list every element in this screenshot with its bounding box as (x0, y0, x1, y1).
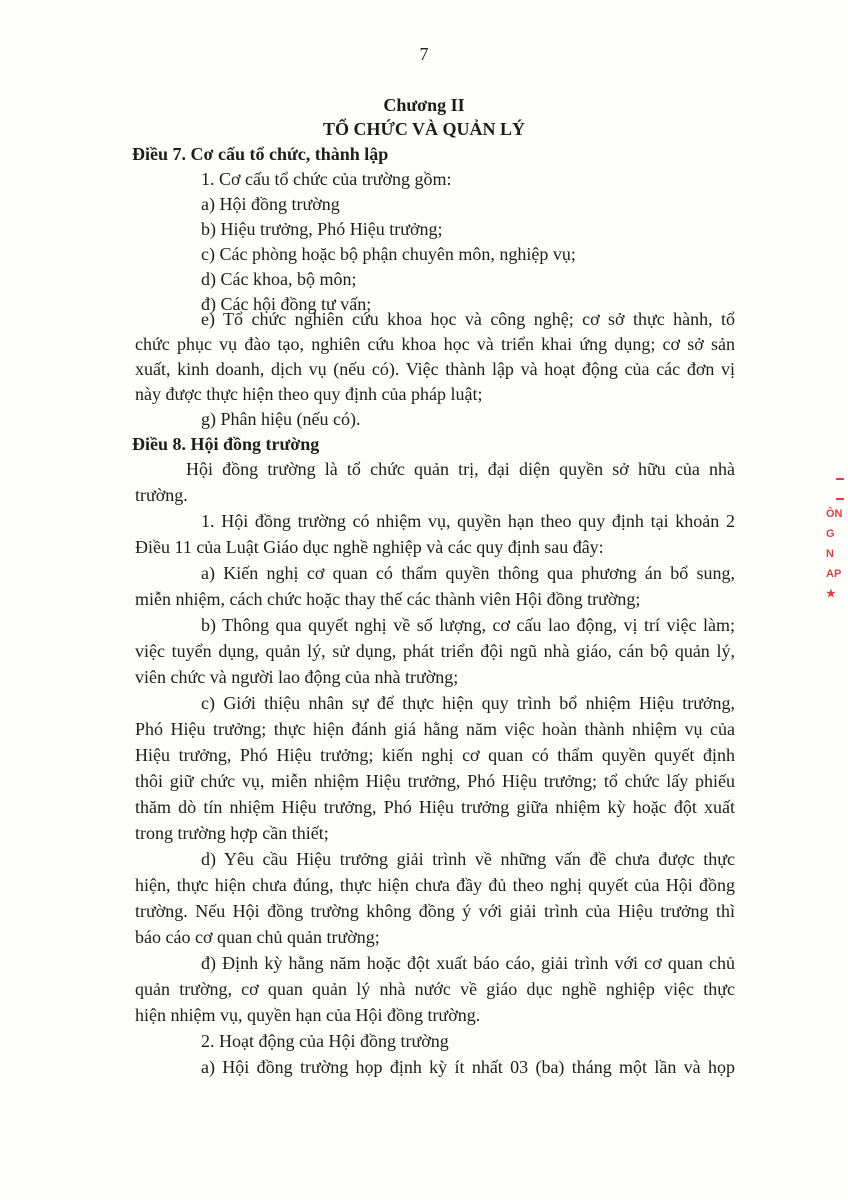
article-8-line: thôi giữ chức vụ, miễn nhiệm Hiệu trưởng, Phó Hiệu trưởng; tổ chức lấy phiếu (135, 771, 735, 791)
article-8-heading: Điều 8. Hội đồng trường (132, 434, 320, 454)
chapter-label: Chương II (383, 95, 465, 115)
article-8-line: hiện, thực hiện chưa đúng, thực hiện chưa đầy đủ theo nghị quyết của Hội đồng (135, 875, 735, 895)
article-7-line: e) Tổ chức nghiên cứu khoa học và công nghệ; cơ sở thực hành, tổ (201, 309, 735, 329)
article-8-line: việc tuyển dụng, quản lý, sử dụng, phát triển đội ngũ nhà giáo, cán bộ quản lý, (135, 641, 735, 661)
article-7-line: a) Hội đồng trường (201, 194, 340, 214)
article-8-line: đ) Định kỳ hằng năm hoặc đột xuất báo cáo, giải trình với cơ quan chủ (201, 953, 735, 973)
article-8-line: Phó Hiệu trưởng; thực hiện đánh giá hằng năm việc hoàn thành nhiệm vụ của (135, 719, 735, 739)
stamp-text: G (826, 528, 835, 540)
article-8-line: trong trường hợp cần thiết; (135, 823, 329, 843)
article-7-line: này được thực hiện theo quy định của pháp luật; (135, 384, 483, 404)
stamp-text: AP (826, 568, 842, 580)
article-8-line: quản trường, cơ quan quản lý nhà nước về giáo dục nghề nghiệp việc thực (135, 979, 735, 999)
article-8-line: Hội đồng trường là tổ chức quản trị, đại diện quyền sở hữu của nhà (186, 459, 735, 479)
article-7-line: d) Các khoa, bộ môn; (201, 269, 357, 289)
article-8-line: d) Yêu cầu Hiệu trưởng giải trình về những vấn đề chưa được thực (201, 849, 735, 869)
article-8-line: b) Thông qua quyết nghị về số lượng, cơ cấu lao động, vị trí việc làm; (201, 615, 735, 635)
article-7-line: đ) Các hội đồng tư vấn; (201, 294, 372, 314)
article-7-line: c) Các phòng hoặc bộ phận chuyên môn, nghiệp vụ; (201, 244, 576, 264)
article-8-line: trường. (135, 485, 188, 505)
article-8-line: a) Kiến nghị cơ quan có thẩm quyền thông qua phương án bổ sung, (201, 563, 735, 583)
article-8-line: c) Giới thiệu nhân sự để thực hiện quy trình bổ nhiệm Hiệu trưởng, (201, 693, 735, 713)
article-8-line: viên chức và người lao động của nhà trường; (135, 667, 459, 687)
stamp-mark (836, 498, 844, 500)
stamp-mark (836, 478, 844, 480)
stamp-text: N (826, 548, 834, 560)
article-8-line: thăm dò tín nhiệm Hiệu trưởng, Phó Hiệu trưởng giữa nhiệm kỳ hoặc đột xuất (135, 797, 735, 817)
article-8-line: a) Hội đồng trường họp định kỳ ít nhất 03 (ba) tháng một lần và họp (201, 1057, 735, 1077)
article-7-heading: Điều 7. Cơ cấu tổ chức, thành lập (132, 144, 389, 164)
article-7-line: b) Hiệu trưởng, Phó Hiệu trưởng; (201, 219, 443, 239)
article-7-line: g) Phân hiệu (nếu có). (201, 409, 361, 429)
article-8-line: báo cáo cơ quan chủ quản trường; (135, 927, 380, 947)
article-8-line: trường. Nếu Hội đồng trường không đồng ý với giải trình của Hiệu trưởng thì (135, 901, 735, 921)
red-stamp-fragment (826, 468, 846, 628)
stamp-star-icon: ★ (826, 588, 836, 600)
article-8-line: 2. Hoạt động của Hội đồng trường (201, 1031, 449, 1051)
page-number: 7 (419, 44, 429, 64)
article-7-line: xuất, kinh doanh, dịch vụ (nếu có). Việc thành lập và hoạt động của các đơn vị (135, 359, 735, 379)
article-8-line: 1. Hội đồng trường có nhiệm vụ, quyền hạn theo quy định tại khoản 2 (201, 511, 735, 531)
stamp-text: ÔN (826, 508, 843, 520)
article-8-line: hiện nhiệm vụ, quyền hạn của Hội đồng trường. (135, 1005, 481, 1025)
article-7-line: 1. Cơ cấu tổ chức của trường gồm: (201, 169, 452, 189)
article-8-line: Hiệu trưởng, Phó Hiệu trưởng; kiến nghị cơ quan có thẩm quyền quyết định (135, 745, 735, 765)
article-8-line: miễn nhiệm, cách chức hoặc thay thế các thành viên Hội đồng trường; (135, 589, 641, 609)
chapter-title: TỔ CHỨC VÀ QUẢN LÝ (322, 119, 525, 139)
article-8-line: Điều 11 của Luật Giáo dục nghề nghiệp và các quy định sau đây: (135, 537, 604, 557)
article-7-line: chức phục vụ đào tạo, nghiên cứu khoa học và triển khai ứng dụng; cơ sở sản (135, 334, 735, 354)
